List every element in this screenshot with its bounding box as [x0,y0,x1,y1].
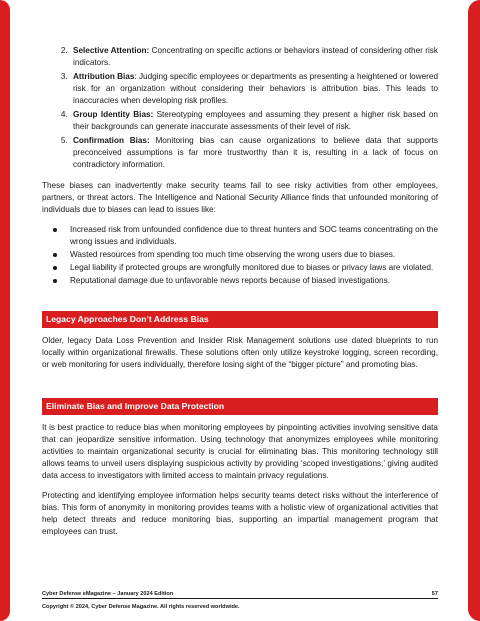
list-item-text: Stereotyping employees and assuming they present a higher risk based on their backgrounds can generate inaccurate assessments of their level of risk. [73,110,438,131]
footer-edition: Cyber Defense eMagazine – January 2024 Edition [42,591,174,597]
list-item-term: Selective Attention: [73,46,150,55]
bullet-item: Legal liability if protected groups are wrongfully monitored due to biases or privacy laws are violated. [70,262,438,274]
intro-paragraph: These biases can inadvertently make security teams fail to see risky activities from other employees, partners, or threat actors. The Intelligence and National Security Alliance finds that unfounded monitoring of individuals due to biases can lead to issues like: [42,181,438,214]
list-item-text: Monitoring bias can cause organizations to believe data that supports preconceived assumptions is far more trustworthy than it is, resulting in a lack of focus on contradictory information. [73,136,438,169]
article-body [42,45,438,538]
footer-copyright: Copyright © 2024, Cyber Defense Magazine. All rights reserved worldwide. [42,604,240,610]
left-edge-tab [0,0,10,621]
list-item [70,45,438,69]
section-heading-eliminate-bias: Eliminate Bias and Improve Data Protection [42,398,438,415]
eliminate-bias-paragraph-1: It is best practice to reduce bias when monitoring employees by pinpointing activities involving sensitive data that can jeopardize sensitive information. Using technology that anonymizes employees while monitoring activities to maintain organizational security is crucial for eliminating bias. This monitoring technology still allows teams to unveil users displaying suspicious activity by providing ‘scoped investigations,’ giving audited data access to investigators with limited access to maintain privacy regulations. [42,423,438,480]
list-item [70,135,438,171]
footer-edition-line [42,591,438,599]
list-item-text: Concentrating on specific actions or behaviors instead of considering other risk indicators. [73,46,438,67]
bullet-item: Reputational damage due to unfavorable news reports because of biased investigations. [70,275,438,287]
legacy-paragraph: Older, legacy Data Loss Prevention and Insider Risk Management solutions use dated blueprints to run locally within organizational firewalls. These solutions often only utilize keystroke logging, screen recording, or web monitoring for users individually, therefore losing sight of the “bigger picture” and promoting bias. [42,336,438,369]
list-item-term: Confirmation Bias: [73,136,150,145]
bullet-item: Increased risk from unfounded confidence due to threat hunters and SOC teams concentrating on the wrong issues and individuals. [70,225,438,246]
eliminate-bias-paragraph-2: Protecting and identifying employee information helps security teams detect risks without the interference of bias. This form of anonymity in monitoring provides teams with a holistic view of organizational activities that help detect threats and reduce monitoring bias, supporting an impartial management program that employees can trust. [42,491,438,536]
section-heading-legacy: Legacy Approaches Don’t Address Bias [42,311,438,328]
bias-types-list [42,45,438,171]
list-item-text: : Judging specific employees or departments as presenting a heightened or lowered risk for an organization without considering their behaviors is attribution bias. This leads to inaccuracies when developing risk profiles. [73,72,438,105]
list-item-term: Attribution Bias [73,72,135,81]
list-item [70,109,438,133]
list-item [70,71,438,107]
bullet-item: Wasted resources from spending too much time observing the wrong users due to biases. [70,249,438,261]
right-edge-tab [468,0,480,621]
issues-bullet-list [42,224,438,287]
list-item-term: Group Identity Bias: [73,110,154,119]
footer-page-number: 57 [431,591,438,597]
